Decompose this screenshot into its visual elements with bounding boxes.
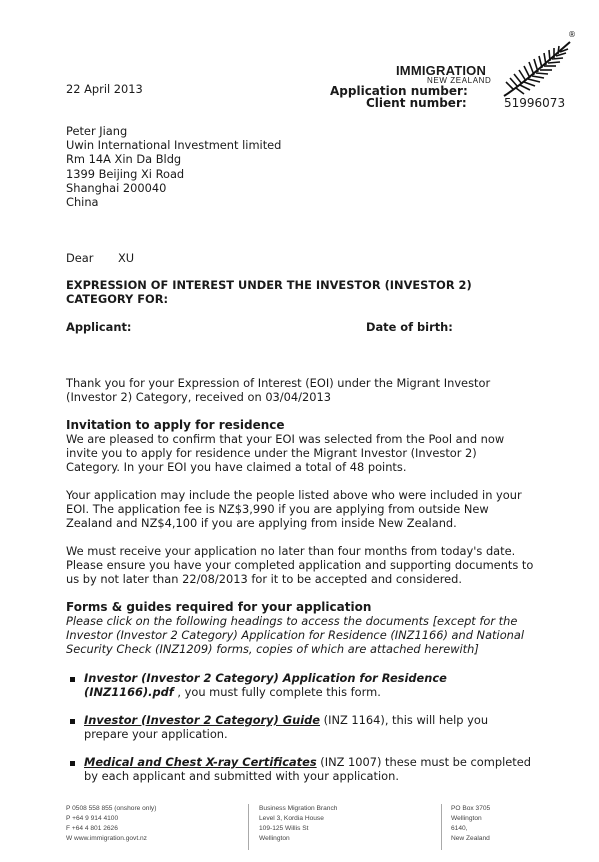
letter-date: 22 April 2013 <box>66 82 143 96</box>
silver-fern-icon <box>500 38 576 100</box>
address-line: Uwin International Investment limited <box>66 138 282 153</box>
invitation-paragraph-2: Your application may include the people listed above who were included in your EOI. The application fee is NZ$3,990 if you are applying from outside New Zealand and NZ$4,100 if you are applying from inside New Zealand. <box>66 488 522 531</box>
client-number-label: Client number: <box>366 96 467 110</box>
registered-mark: ® <box>568 30 576 39</box>
salutation-name: XU <box>118 251 135 265</box>
application-form-pdf-link[interactable]: (INZ1166).pdf <box>84 685 174 700</box>
subject-line-2: CATEGORY FOR: <box>66 292 169 306</box>
applicant-label: Applicant: <box>66 320 132 334</box>
bullet <box>70 761 75 766</box>
bullet <box>70 677 75 682</box>
address-line: Rm 14A Xin Da Bldg <box>66 152 182 167</box>
bullet <box>70 719 75 724</box>
application-number-label: Application number: <box>330 84 468 98</box>
footer-postal: PO Box 3705 Wellington 6140, New Zealand <box>451 805 491 842</box>
invitation-paragraph-3: We must receive your application no later than four months from today's date. Please ensure you have your completed application and supporting documents to us by not later than 22/08/2013 for it to be accepted and considered. <box>66 544 534 587</box>
address-line: Peter Jiang <box>66 124 128 138</box>
application-form-link[interactable]: Investor (Investor 2 Category) Application for Residence <box>84 671 447 685</box>
salutation-dear: Dear <box>66 251 94 265</box>
address-line: China <box>66 195 99 210</box>
form-item-guide: Investor (Investor 2 Category) Guide (INZ 1164), this will help you prepare your application. <box>84 713 489 742</box>
form-item-application: Investor (Investor 2 Category) Application for Residence (INZ1166).pdf , you must fully complete this form. <box>84 671 447 700</box>
dob-label: Date of birth: <box>366 320 453 334</box>
footer-divider <box>441 804 442 850</box>
footer-branch: Business Migration Branch Level 3, Kordia House 109-125 Willis St Wellington <box>259 805 338 842</box>
logo-subtitle: NEW ZEALAND <box>427 76 492 85</box>
forms-heading: Forms & guides required for your application <box>66 600 372 614</box>
address-block <box>66 124 281 209</box>
medical-certificates-link[interactable]: Medical and Chest X-ray Certificates <box>84 755 317 769</box>
logo-wordmark: IMMIGRATION <box>396 63 487 78</box>
client-number-value: 51996073 <box>504 96 566 110</box>
footer-divider <box>248 804 249 850</box>
subject-line-1: EXPRESSION OF INTEREST UNDER THE INVESTOR (INVESTOR 2) <box>66 278 472 292</box>
forms-intro: Please click on the following headings to access the documents [except for the Investor (Investor 2 Category) Application for Residence (INZ1166) and National Security Check (INZ1209) forms, copies of which are attached herewith] <box>66 614 525 657</box>
form-item-medical: Medical and Chest X-ray Certificates (INZ 1007) these must be completed by each applicant and submitted with your application. <box>84 755 531 784</box>
invitation-heading: Invitation to apply for residence <box>66 418 285 432</box>
invitation-paragraph-1: We are pleased to confirm that your EOI was selected from the Pool and now invite you to apply for residence under the Migrant Investor (Investor 2) Category. In your EOI you have claimed a total of 48 points. <box>66 432 505 475</box>
investor-guide-link[interactable]: Investor (Investor 2 Category) Guide <box>84 713 321 727</box>
intro-paragraph: Thank you for your Expression of Interest (EOI) under the Migrant Investor (Investor 2) Category, received on 03/04/2013 <box>66 376 491 405</box>
footer-contact: P 0508 558 855 (onshore only) P +64 9 914 4100 F +64 4 801 2626 W www.immigration.govt.nz <box>66 805 157 842</box>
address-line: 1399 Beijing Xi Road <box>66 166 185 181</box>
address-line: Shanghai 200040 <box>66 180 167 195</box>
